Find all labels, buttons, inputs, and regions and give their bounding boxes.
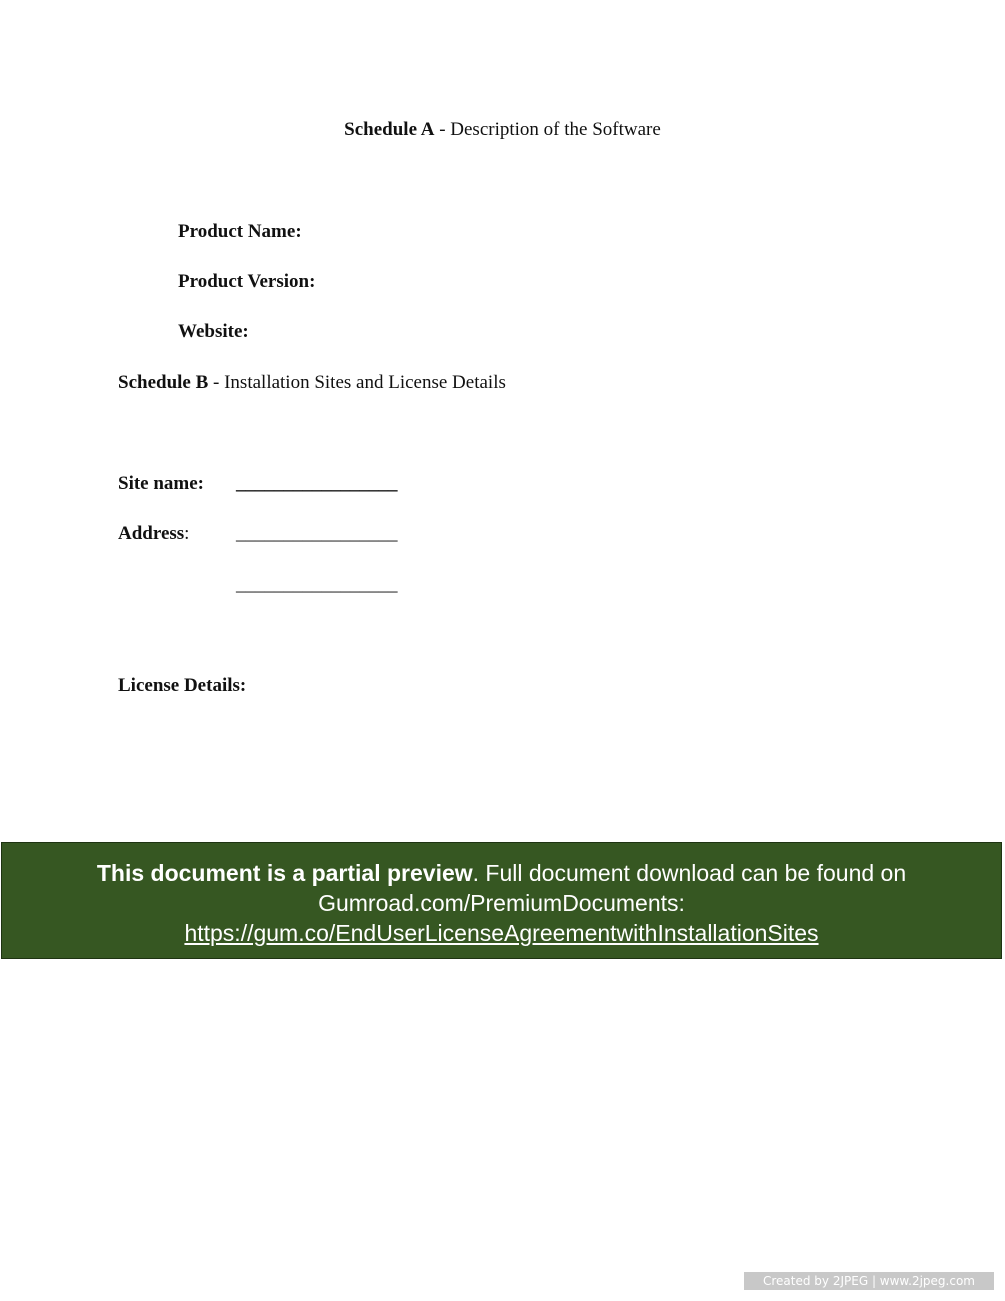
address-blank-line-2: _________________ — [236, 574, 398, 595]
watermark: Created by 2JPEG | www.2jpeg.com — [744, 1272, 994, 1290]
banner-bold-text: This document is a partial preview — [96, 860, 473, 886]
preview-banner — [1, 842, 1002, 959]
schedule-a-label: Schedule A — [344, 119, 435, 140]
schedule-a-title: Description of the Software — [450, 119, 661, 140]
site-name-label: Site name: — [118, 473, 205, 494]
site-name-blank: _________________ — [236, 473, 398, 494]
banner-link[interactable]: https://gum.co/EndUserLicenseAgreementwithInstallationSites — [184, 920, 819, 946]
schedule-b-separator: - — [208, 372, 225, 393]
banner-line-1 — [2, 858, 1001, 888]
product-version-label: Product Version: — [178, 271, 316, 292]
schedule-a-heading — [0, 119, 1005, 141]
address-label: Address: — [118, 523, 190, 544]
schedule-b-label: Schedule B — [118, 372, 209, 393]
banner-line-2: Gumroad.com/PremiumDocuments: — [318, 890, 685, 916]
product-name-label: Product Name: — [178, 221, 302, 242]
schedule-b-heading — [118, 372, 506, 394]
schedule-b-title: Installation Sites and License Details — [224, 372, 506, 393]
address-blank-line-1: _________________ — [236, 523, 398, 544]
banner-text: . Full document download can be found on — [472, 860, 907, 886]
schedule-a-separator: - — [434, 119, 451, 140]
website-label: Website: — [178, 321, 249, 342]
license-details-label: License Details: — [118, 675, 247, 696]
